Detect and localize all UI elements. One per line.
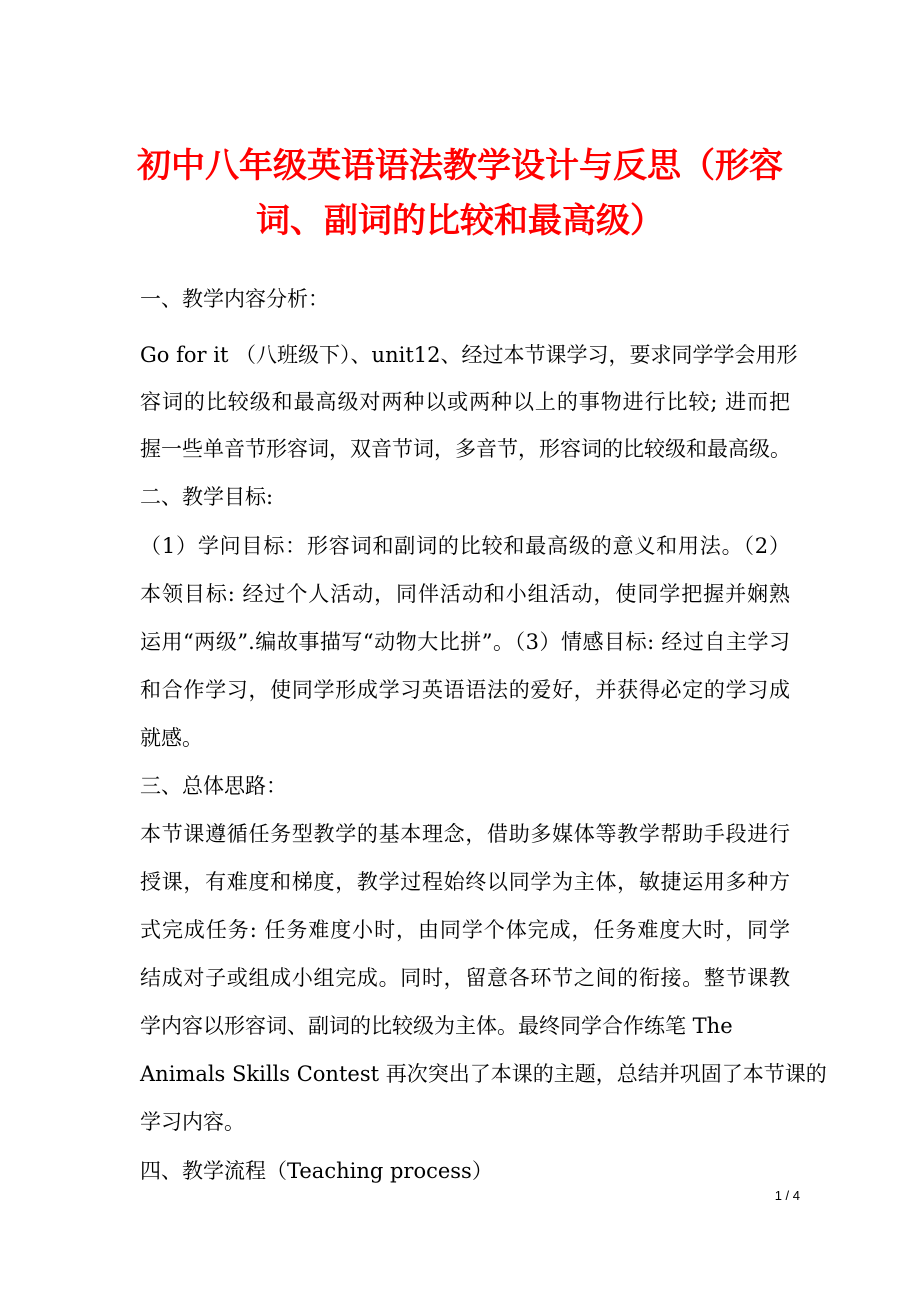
body-line: 握一些单音节形容词，双音节词，多音节，形容词的比较级和最高级。 xyxy=(140,437,791,461)
section-heading-overall-approach: 三、总体思路： xyxy=(140,774,287,798)
body-line: Animals Skills Contest 再次突出了本课的主题，总结并巩固了本节课的 xyxy=(140,1062,827,1086)
document-title-line-2: 词、副词的比较和最高级） xyxy=(256,201,664,241)
body-line: 结成对子或组成小组完成。同时，留意各环节之间的衔接。整节课教 xyxy=(140,966,790,990)
body-line: 本节课遵循任务型教学的基本理念，借助多媒体等教学帮助手段进行 xyxy=(140,822,790,846)
body-line: 学习内容。 xyxy=(140,1110,245,1134)
body-line: 本领目标: 经过个人活动，同伴活动和小组活动，使同学把握并娴熟 xyxy=(140,582,790,606)
body-line: 容词的比较级和最高级对两种以或两种以上的事物进行比较; 进而把 xyxy=(140,390,790,414)
body-line: 和合作学习，使同学形成学习英语语法的爱好，并获得必定的学习成 xyxy=(140,678,790,702)
body-line: 授课，有难度和梯度，教学过程始终以同学为主体，敏捷运用多种方 xyxy=(140,870,790,894)
body-line: 式完成任务: 任务难度小时，由同学个体完成，任务难度大时，同学 xyxy=(140,918,790,942)
section-heading-teaching-goals: 二、教学目标: xyxy=(140,485,274,509)
body-line: （1）学问目标：形容词和副词的比较和最高级的意义和用法。（2） xyxy=(140,534,790,558)
document-title-line-1: 初中八年级英语语法教学设计与反思（形容 xyxy=(137,146,783,186)
body-line: Go for it （八班级下）、unit12、经过本节课学习，要求同学学会用形 xyxy=(140,343,798,367)
body-line: 运用“两级”.编故事描写“动物大比拼”。（3）情感目标: 经过自主学习 xyxy=(140,630,790,654)
section-heading-content-analysis: 一、教学内容分析： xyxy=(140,287,329,311)
page-number: 1 / 4 xyxy=(774,1188,800,1203)
body-line: 就感。 xyxy=(140,726,203,750)
body-line: 学内容以形容词、副词的比较级为主体。最终同学合作练笔 The xyxy=(140,1014,733,1038)
section-heading-teaching-process: 四、教学流程（Teaching process） xyxy=(140,1159,493,1183)
